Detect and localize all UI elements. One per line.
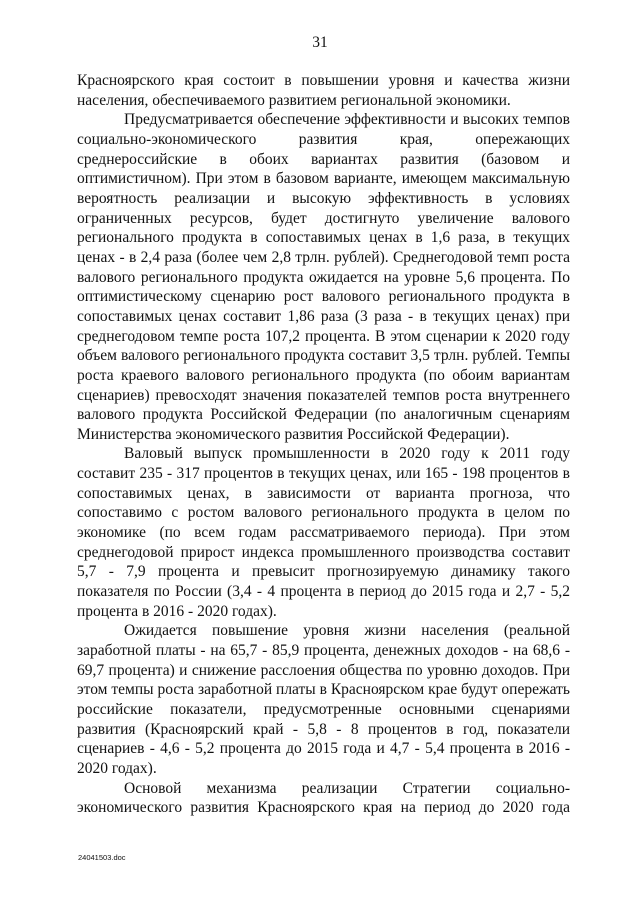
paragraph-living-standards: Ожидается повышение уровня жизни населения (реальной заработной платы - на 65,7 - 85,9 процента, денежных доходов - на 68,6 - 69,7 процента) и снижение расслоения общества по уровню доходов. При этом темпы роста заработной платы в Красноярском крае будут опережать российские показатели, предусмотренные основными сценариями развития (Красноярский край - 5,8 - 8 процентов в год, показатели сценариев - 4,6 - 5,2 процента до 2015 года и 4,7 - 5,4 процента в 2016 - 2020 годах). [77,622,570,777]
document-body [77,71,570,818]
footer-filename: 24041503.doc [78,853,126,862]
paragraph-industrial-output: Валовый выпуск промышленности в 2020 году к 2011 году составит 235 - 317 процентов в текущих ценах, или 165 - 198 процентов в сопоставимых ценах, в зависимости от варианта прогноза, что сопоставимо с ростом валового регионального продукта в целом по экономике (по всем годам рассматриваемого периода). При этом среднегодовой прирост индекса промышленного производства составит 5,7 - 7,9 процента и превысит прогнозируемую динамику такого показателя по России (3,4 - 4 процента в период до 2015 года и 2,7 - 5,2 процента в 2016 - 2020 годах). [77,445,570,620]
paragraph-gdp-growth: Предусматривается обеспечение эффективности и высоких темпов социально-экономического развития края, опережающих среднероссийские в обоих вариантах развития (базовом и оптимистичном). При этом в базовом варианте, имеющем максимальную вероятность реализации и высокую эффективность в условиях ограниченных ресурсов, будет достигнуто увеличение валового регионального продукта в сопоставимых ценах в 1,6 раза, в текущих ценах - в 2,4 раза (более чем 2,8 трлн. рублей). Среднегодовой темп роста валового регионального продукта ожидается на уровне 5,6 процента. По оптимистическому сценарию рост валового регионального продукта в сопоставимых ценах составит 1,86 раза (3 раза - в текущих ценах) при среднегодовом темпе роста 107,2 процента. В этом сценарии к 2020 году объем валового регионального продукта составит 3,5 трлн. рублей. Темпы роста краевого валового регионального продукта (по обоим вариантам сценариев) превосходят значения показателей темпов роста внутреннего валового продукта Российской Федерации (по аналогичным сценариям Министерства экономического развития Российской Федерации). [77,111,570,443]
page-number: 31 [312,34,328,51]
paragraph-strategy-mechanism: Основой механизма реализации Стратегии социально-экономического развития Красноярского края на период до 2020 года [77,779,570,817]
paragraph-continuation: Красноярского края состоит в повышении уровня и качества жизни населения, обеспечиваемого развитием региональной экономики. [77,72,570,109]
